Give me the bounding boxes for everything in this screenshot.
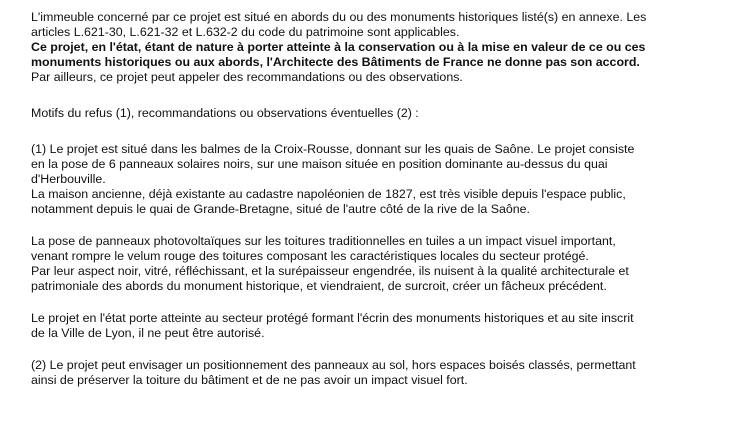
decision-line-2: monuments historiques ou aux abords, l'Architecte des Bâtiments de France ne donne pas son accord.	[31, 55, 640, 69]
paragraph-1-line-4: La maison ancienne, déjà existante au cadastre napoléonien de 1827, est très visible depuis l'espace public,	[31, 187, 626, 201]
intro-line-1: L'immeuble concerné par ce projet est situé en abords du ou des monuments historiques listé(s) en annexe. Les	[31, 10, 647, 24]
paragraph-1-line-1: (1) Le projet est situé dans les balmes de la Croix-Rousse, donnant sur les quais de Saône. Le projet consiste	[31, 142, 635, 156]
decision-line-1: Ce projet, en l'état, étant de nature à porter atteinte à la conservation ou à la mise en valeur de ce ou ces	[31, 40, 646, 54]
paragraph-2-line-3: Par leur aspect noir, vitré, réfléchissant, et la surépaisseur engendrée, ils nuisent à la qualité architecturale et	[31, 264, 629, 278]
paragraph-2-line-1: La pose de panneaux photovoltaïques sur les toitures traditionnelles en tuiles a un impact visuel important,	[31, 234, 616, 248]
paragraph-refusal-1	[31, 142, 715, 217]
paragraph-1-line-3: d'Herbouville.	[31, 172, 106, 186]
spacer	[31, 217, 715, 234]
decision-paragraph	[31, 40, 715, 70]
paragraph-2-line-2: venant rompre le velum rouge des toitures composant les caractéristiques locales du secteur protégé.	[31, 249, 589, 263]
paragraph-3-line-2: de la Ville de Lyon, il ne peut être autorisé.	[31, 326, 265, 340]
spacer	[31, 294, 715, 311]
note-line-1: Par ailleurs, ce projet peut appeler des recommandations ou des observations.	[31, 70, 463, 84]
motifs-heading-line: Motifs du refus (1), recommandations ou observations éventuelles (2) :	[31, 106, 419, 120]
paragraph-2-line-4: patrimoniale des abords du monument historique, et viendraient, de surcroit, créer un fâcheux précédent.	[31, 279, 607, 293]
note-paragraph	[31, 70, 715, 85]
paragraph-4-line-1: (2) Le projet peut envisager un positionnement des panneaux au sol, hors espaces boisés classés, permettant	[31, 358, 636, 372]
paragraph-photovoltaic	[31, 234, 715, 294]
motifs-heading	[31, 106, 715, 121]
paragraph-4-line-2: ainsi de préserver la toiture du bâtiment et de ne pas avoir un impact visuel fort.	[31, 373, 468, 387]
spacer	[31, 85, 715, 106]
document-body	[31, 10, 715, 388]
paragraph-1-line-5: notamment depuis le quai de Grande-Bretagne, situé de l'autre côté de la rive de la Saône.	[31, 202, 530, 216]
paragraph-3-line-1: Le projet en l'état porte atteinte au secteur protégé formant l'écrin des monuments historiques et au site inscrit	[31, 311, 634, 325]
spacer	[31, 341, 715, 358]
paragraph-protected-sector	[31, 311, 715, 341]
intro-paragraph	[31, 10, 715, 40]
paragraph-recommendation-2	[31, 358, 715, 388]
spacer	[31, 121, 715, 142]
paragraph-1-line-2: en la pose de 6 panneaux solaires noirs, sur une maison située en position dominante au-dessus du quai	[31, 157, 608, 171]
intro-line-2: articles L.621-30, L.621-32 et L.632-2 du code du patrimoine sont applicables.	[31, 25, 460, 39]
